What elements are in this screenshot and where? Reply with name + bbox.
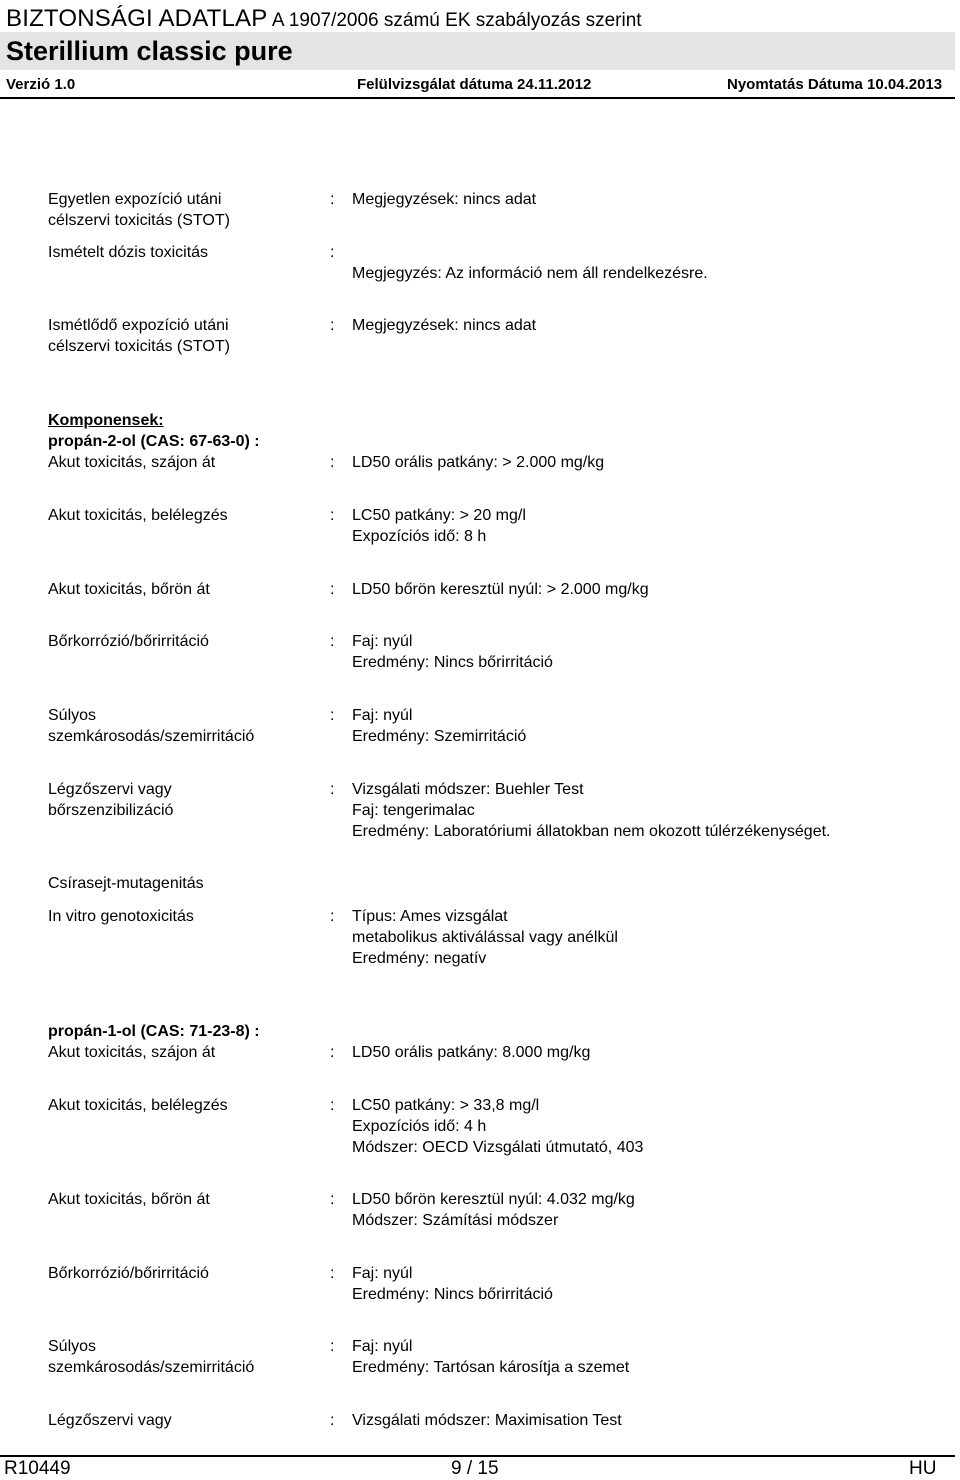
component2-name: propán-1-ol (CAS: 71-23-8) : <box>48 1023 260 1040</box>
components-heading: Komponensek: <box>48 412 164 429</box>
row-label: Akut toxicitás, belélegzés <box>48 1097 228 1114</box>
row-colon: : <box>330 1265 335 1282</box>
row-label: Légzőszervi vagy bőrszenzibilizáció <box>48 781 174 819</box>
row-colon: : <box>330 1044 335 1061</box>
row-colon: : <box>330 507 335 524</box>
row-colon: : <box>330 191 335 208</box>
row-value: Megjegyzés: Az információ nem áll rendelkezésre. <box>352 265 708 282</box>
row-label: Súlyos szemkárosodás/szemirritáció <box>48 1338 255 1376</box>
row-value: Faj: nyúl Eredmény: Nincs bőrirritáció <box>352 633 553 671</box>
row-value: Faj: nyúl Eredmény: Tartósan károsítja a szemet <box>352 1338 630 1376</box>
row-label: Akut toxicitás, belélegzés <box>48 507 228 524</box>
mutagenicity-heading: Csírasejt-mutagenitás <box>48 875 204 892</box>
row-value: LC50 patkány: > 20 mg/l Expozíciós idő: 8 h <box>352 507 526 545</box>
row-value: Faj: nyúl Eredmény: Nincs bőrirritáció <box>352 1265 553 1303</box>
row-label: Légzőszervi vagy <box>48 1412 172 1429</box>
header-divider <box>0 97 955 99</box>
row-value: LC50 patkány: > 33,8 mg/l Expozíciós idő: 4 h Módszer: OECD Vizsgálati útmutató, 403 <box>352 1097 644 1156</box>
row-value: Vizsgálati módszer: Maximisation Test <box>352 1412 622 1429</box>
row-value: Megjegyzések: nincs adat <box>352 191 537 208</box>
row-label: Akut toxicitás, szájon át <box>48 454 216 471</box>
row-label: Akut toxicitás, bőrön át <box>48 581 210 598</box>
row-label: Bőrkorrózió/bőrirritáció <box>48 633 209 650</box>
page-number: 9 / 15 <box>451 1458 499 1479</box>
row-value: Vizsgálati módszer: Buehler Test Faj: tengerimalac Eredmény: Laboratóriumi állatokban nem okozott túlérzékenységet. <box>352 781 831 840</box>
row-colon: : <box>330 908 335 925</box>
row-colon: : <box>330 581 335 598</box>
row-colon: : <box>330 317 335 334</box>
row-value: LD50 bőrön keresztül nyúl: > 2.000 mg/kg <box>352 581 649 598</box>
row-value: Típus: Ames vizsgálat metabolikus aktiválással vagy anélkül Eredmény: negatív <box>352 908 618 967</box>
row-value: LD50 bőrön keresztül nyúl: 4.032 mg/kg Módszer: Számítási módszer <box>352 1191 635 1229</box>
regulation-text: A 1907/2006 számú EK szabályozás szerint <box>271 10 642 31</box>
row-label: Akut toxicitás, bőrön át <box>48 1191 210 1208</box>
row-value: LD50 orális patkány: 8.000 mg/kg <box>352 1044 591 1061</box>
language-code: HU <box>909 1458 937 1479</box>
row-colon: : <box>330 244 335 261</box>
row-label: Bőrkorrózió/bőrirritáció <box>48 1265 209 1282</box>
component1-name: propán-2-ol (CAS: 67-63-0) : <box>48 433 260 450</box>
row-value: Faj: nyúl Eredmény: Szemirritáció <box>352 707 527 745</box>
print-date: Nyomtatás Dátuma 10.04.2013 <box>727 76 943 93</box>
row-colon: : <box>330 707 335 724</box>
row-colon: : <box>330 781 335 798</box>
row-value: LD50 orális patkány: > 2.000 mg/kg <box>352 454 605 471</box>
footer-divider <box>0 1455 955 1457</box>
row-colon: : <box>330 633 335 650</box>
row-value: Megjegyzések: nincs adat <box>352 317 537 334</box>
row-label: Egyetlen expozíció utáni célszervi toxicitás (STOT) <box>48 191 230 229</box>
product-name: Sterillium classic pure <box>6 36 293 66</box>
row-colon: : <box>330 1412 335 1429</box>
doc-type: BIZTONSÁGI ADATLAP <box>6 5 268 32</box>
row-label: In vitro genotoxicitás <box>48 908 194 925</box>
row-colon: : <box>330 1097 335 1114</box>
row-colon: : <box>330 1338 335 1355</box>
version-label: Verzió 1.0 <box>6 76 76 93</box>
row-label: Akut toxicitás, szájon át <box>48 1044 216 1061</box>
row-label: Súlyos szemkárosodás/szemirritáció <box>48 707 255 745</box>
row-label: Ismétlődő expozíció utáni célszervi toxicitás (STOT) <box>48 317 230 355</box>
row-colon: : <box>330 454 335 471</box>
row-colon: : <box>330 1191 335 1208</box>
row-label: Ismételt dózis toxicitás <box>48 244 209 261</box>
revision-date: Felülvizsgálat dátuma 24.11.2012 <box>357 76 592 93</box>
document-id: R10449 <box>4 1458 71 1479</box>
